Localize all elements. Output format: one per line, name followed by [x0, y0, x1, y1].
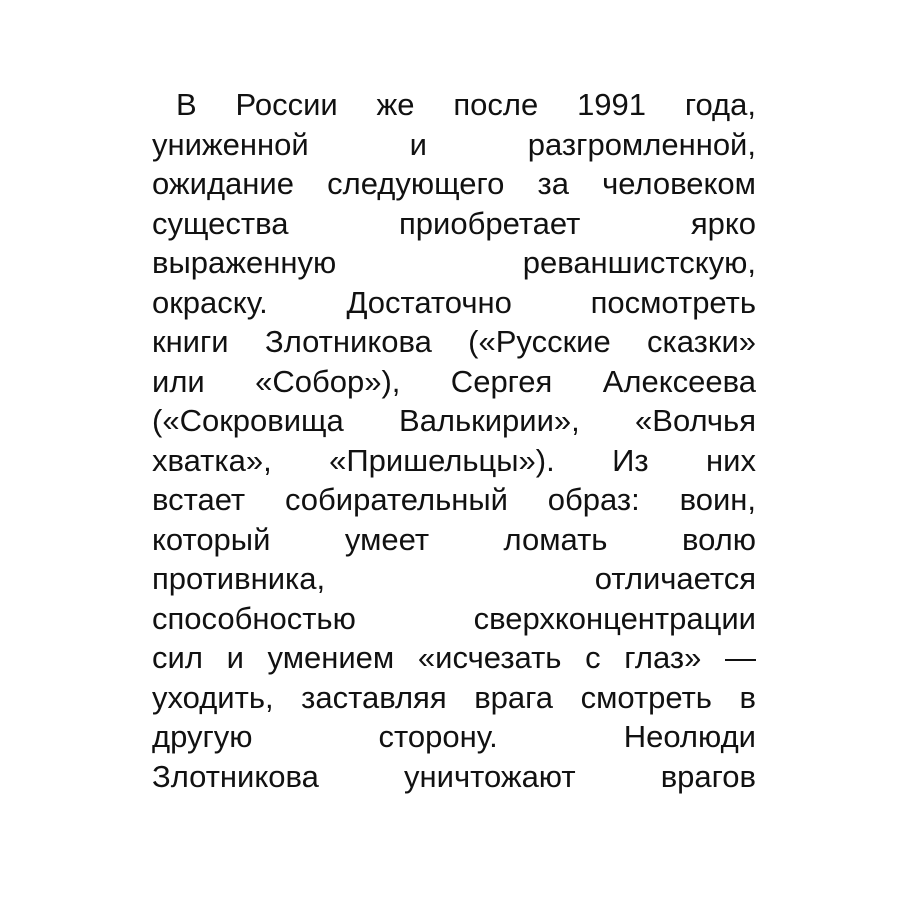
paragraph-line: униженной и разгромленной,: [152, 126, 756, 162]
paragraph-line: другую сторону. Неолюди: [152, 719, 756, 754]
paragraph-line: существа приобретает ярко: [152, 205, 756, 241]
paragraph-line: В России же после 1991 года,: [176, 87, 756, 122]
paragraph-line: который умеет ломать волю: [152, 521, 756, 557]
paragraph-line: или «Собор»), Сергея Алексеева: [152, 363, 756, 399]
paragraph-line: сил и умением «исчезать с глаз» —: [152, 640, 756, 675]
paragraph-line: уходить, заставляя врага смотреть в: [152, 679, 756, 715]
paragraph-line: встает собирательный образ: воин,: [152, 482, 756, 517]
paragraph-line: («Сокровища Валькирии», «Волчья: [152, 403, 756, 438]
paragraph-line: окраску. Достаточно посмотреть: [152, 284, 756, 320]
paragraph-line: хватка», «Пришельцы»). Из них: [152, 442, 756, 478]
paragraph-line: книги Злотникова («Русские сказки»: [152, 324, 756, 359]
paragraph-line: выраженную реваншистскую,: [152, 245, 756, 280]
paragraph-line: Злотникова уничтожают врагов: [152, 758, 756, 794]
paragraph-line: способностью сверхконцентрации: [152, 600, 756, 636]
paragraph-line: ожидание следующего за человеком: [152, 166, 756, 201]
paragraph-line: противника, отличается: [152, 561, 756, 596]
paragraph: [152, 85, 756, 796]
